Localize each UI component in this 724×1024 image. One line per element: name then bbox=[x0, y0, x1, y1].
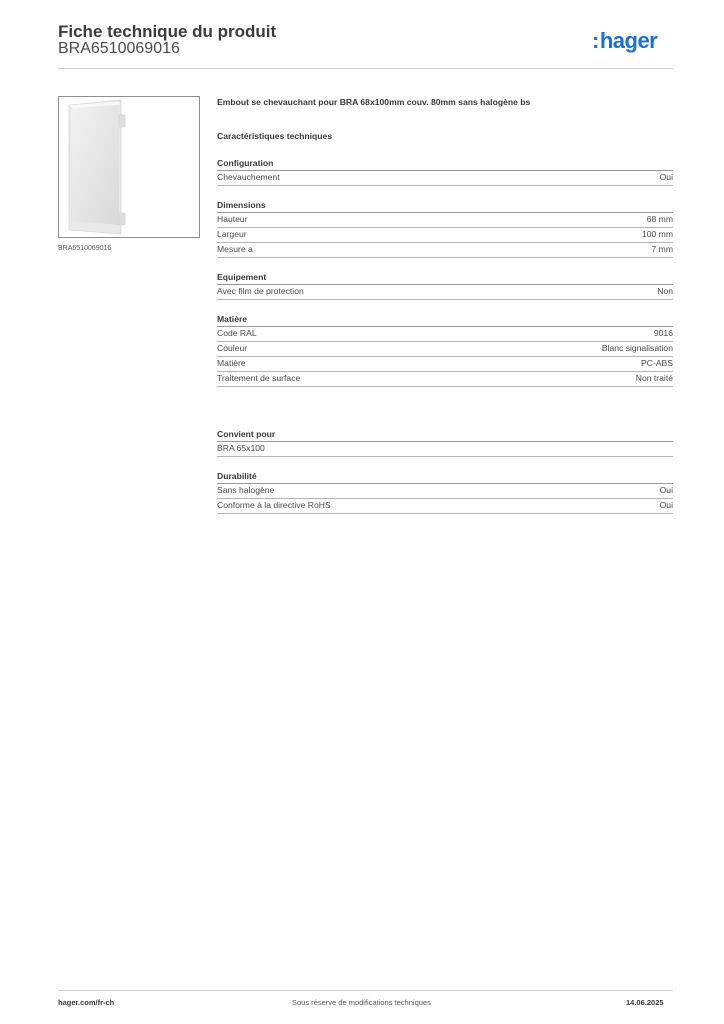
spec-row bbox=[217, 327, 673, 342]
spec-value: PC-ABS bbox=[641, 358, 673, 368]
spec-label: BRA 65x100 bbox=[217, 443, 265, 453]
group-durabilite bbox=[217, 469, 673, 514]
spec-label: Couleur bbox=[217, 343, 248, 353]
spec-row bbox=[217, 228, 673, 243]
group-title: Dimensions bbox=[217, 198, 673, 213]
logo-colon: : bbox=[592, 28, 599, 53]
footer-website-link[interactable]: hager.com/fr-ch bbox=[58, 998, 115, 1007]
group-equipement bbox=[217, 270, 673, 300]
spec-row bbox=[217, 213, 673, 228]
spec-label: Sans halogène bbox=[217, 485, 275, 495]
spec-value: Oui bbox=[659, 500, 673, 510]
logo-text: hager bbox=[599, 28, 658, 53]
footer-disclaimer: Sous réserve de modifications techniques bbox=[292, 998, 431, 1007]
product-image bbox=[58, 96, 200, 238]
spec-value: Blanc signalisation bbox=[601, 343, 673, 353]
spec-label: Code RAL bbox=[217, 328, 257, 338]
spec-label: Hauteur bbox=[217, 214, 248, 224]
specs-heading: Caractéristiques techniques bbox=[217, 131, 333, 141]
spec-row bbox=[217, 243, 673, 258]
spec-row bbox=[217, 499, 673, 514]
spec-row bbox=[217, 372, 673, 387]
spec-row bbox=[217, 342, 673, 357]
spec-row bbox=[217, 171, 673, 186]
spec-content bbox=[217, 96, 673, 514]
product-end-cap-illustration bbox=[59, 97, 199, 237]
spec-value: Non bbox=[657, 286, 673, 296]
spec-value: 68 mm bbox=[646, 214, 673, 224]
hager-logo[interactable] bbox=[592, 28, 657, 54]
group-convient-pour bbox=[217, 427, 673, 457]
spec-value: Oui bbox=[659, 485, 673, 495]
spec-row bbox=[217, 357, 673, 372]
footer-divider bbox=[58, 990, 673, 991]
spec-value: Oui bbox=[659, 172, 673, 182]
spec-label: Mesure a bbox=[217, 244, 253, 254]
product-reference: BRA6510069016 bbox=[58, 40, 180, 57]
group-title: Equipement bbox=[217, 270, 673, 285]
spec-value: 7 mm bbox=[651, 244, 673, 254]
spec-label: Matière bbox=[217, 358, 246, 368]
group-dimensions bbox=[217, 198, 673, 258]
group-title: Convient pour bbox=[217, 427, 673, 442]
spec-label: Chevauchement bbox=[217, 172, 280, 182]
page-title: Fiche technique du produit bbox=[58, 22, 277, 41]
group-configuration bbox=[217, 156, 673, 186]
image-caption: BRA6510069016 bbox=[58, 245, 112, 252]
spec-label: Avec film de protection bbox=[217, 286, 304, 296]
spec-value: 100 mm bbox=[641, 229, 673, 239]
spec-row bbox=[217, 285, 673, 300]
spec-label: Conforme à la directive RoHS bbox=[217, 500, 331, 510]
spec-row bbox=[217, 442, 673, 457]
group-matiere bbox=[217, 312, 673, 387]
spec-label: Largeur bbox=[217, 229, 247, 239]
product-description: Embout se chevauchant pour BRA 68x100mm couv. 80mm sans halogène bs bbox=[217, 97, 531, 107]
group-title: Matière bbox=[217, 312, 673, 327]
header-divider bbox=[58, 68, 673, 69]
spec-row bbox=[217, 484, 673, 499]
footer-date: 14.06.2025 bbox=[626, 998, 664, 1007]
spec-value: Non traité bbox=[635, 373, 673, 383]
spec-value: 9016 bbox=[653, 328, 673, 338]
group-title: Configuration bbox=[217, 156, 673, 171]
section-spacer bbox=[217, 387, 673, 415]
spec-label: Traitement de surface bbox=[217, 373, 301, 383]
group-title: Durabilité bbox=[217, 469, 673, 484]
